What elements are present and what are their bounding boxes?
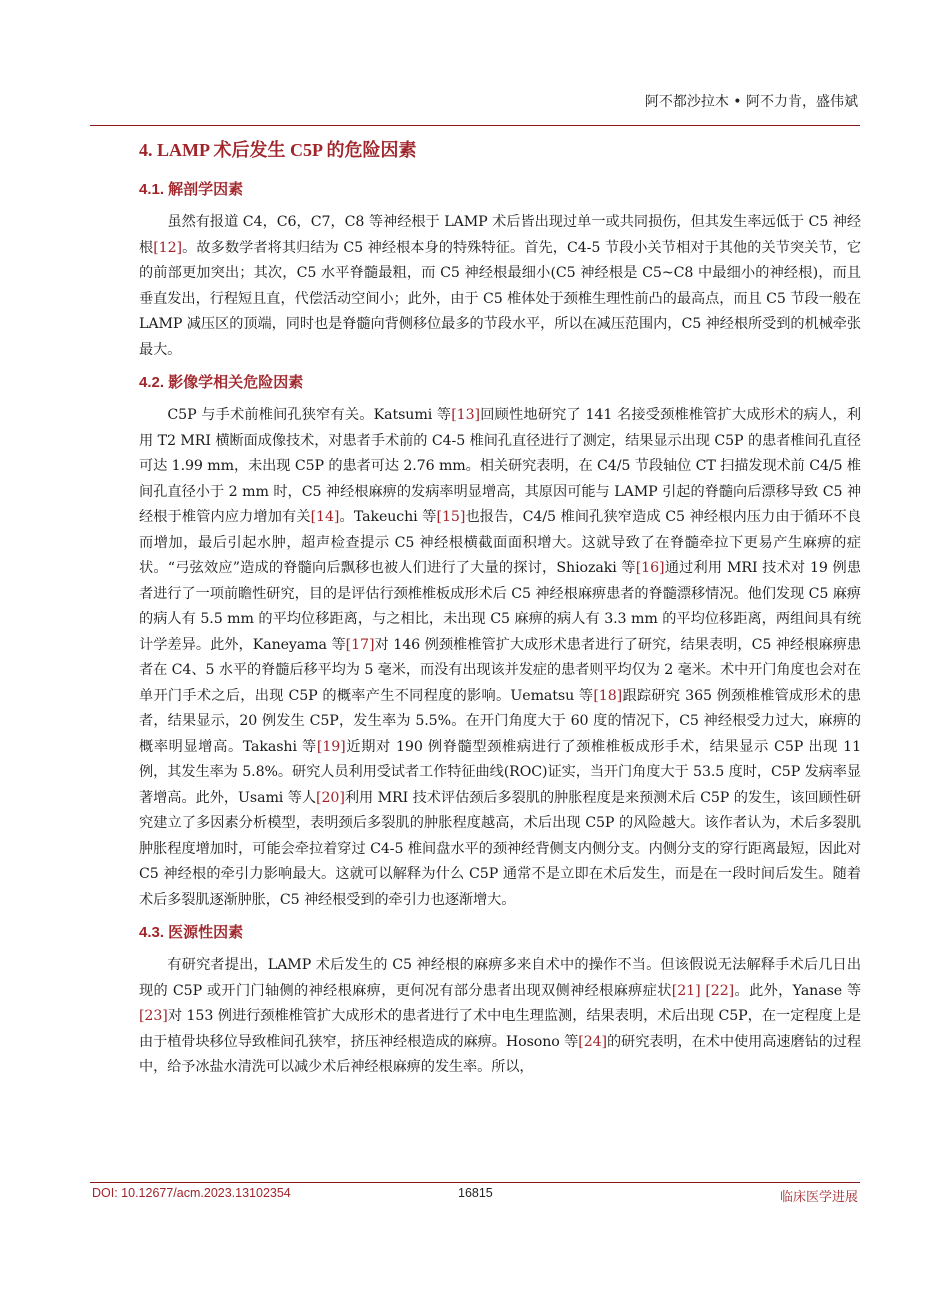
text-run: 对 146 例颈椎椎管扩大成形术患者进行了研究，结果表明，C5 神经根麻痹患者在 C4、5 水平的脊髓后移平均为 5 毫米，而没有出现该并发症的患者则平均仅为 2 毫米。术中开门角度也会对在单开门手术之后，出现 C5P 的概率产生不同程度的影响。Uematsu 等 bbox=[139, 636, 861, 704]
citation-link[interactable]: [14] bbox=[310, 509, 340, 525]
section-title: 4. LAMP 术后发生 C5P 的危险因素 bbox=[139, 140, 417, 160]
citation-link[interactable]: [18] bbox=[593, 687, 623, 704]
text-run: 。此外，Yanase 等 bbox=[734, 982, 861, 999]
citation-link[interactable]: [22] bbox=[705, 982, 735, 999]
footer-divider bbox=[90, 1182, 860, 1183]
citation-link[interactable]: [15] bbox=[436, 509, 466, 525]
text-run: 利用 MRI 技术评估颈后多裂肌的肿胀程度是来预测术后 C5P 的发生，该回顾性研究建立了多因素分析模型，表明颈后多裂肌的肿胀程度越高，术后出现 C5P 的风险越大。该作者认为，术后多裂肌肿胀程度增加时，可能会牵拉着穿过 C4-5 椎间盘水平的颈神经背侧支内侧分支。内侧分支的穿行距离最短，因此对 C5 神经根的牵引力影响最大。这就可以解释为什么 C5P 通常不是立即在术后发生，而是在一段时间后发生。随着术后多裂肌逐渐肿胀，C5 神经根受到的牵引力也逐渐增大。 bbox=[139, 789, 861, 908]
journal-name: 临床医学进展 bbox=[779, 1190, 858, 1205]
citation-link[interactable]: [17] bbox=[345, 636, 375, 653]
text-run: 的研究表明，在术中使用高速磨钻的过程中，给予冰盐水清洗可以减少术后神经根麻痹的发生率。所以， bbox=[139, 1033, 862, 1075]
header-divider bbox=[90, 125, 860, 126]
citation-link[interactable]: [12] bbox=[153, 239, 182, 256]
text-run: 。故多数学者将其归结为 C5 神经根本身的特殊特征。首先，C4-5 节段小关节相对于其他的关节突关节，它的前部更加突出；其次，C5 水平脊髓最粗，而 C5 神经根最细小(C5 神经根是 C5~C8 中最细小的神经根)，而且垂直发出，行程短且直，代偿活动空间小；此外，由于 C5 椎体处于颈椎生理性前凸的最高点，而且 C5 节段一般在 LAMP 减压区的顶端，同时也是脊髓向背侧移位最多的节段水平，所以在减压范围内，C5 神经根所受到的机械牵张最大。 bbox=[139, 239, 861, 358]
text-run: 有研究者提出，LAMP 术后发生的 C5 神经根的麻痹多来自术中的操作不当。但该假说无法解释手术后几日出现的 C5P 或开门门轴侧的神经根麻痹，更何况有部分患者出现双侧神经根麻痹症状 bbox=[139, 957, 861, 999]
citation-link[interactable]: [19] bbox=[316, 738, 346, 755]
citation-link[interactable]: [21] bbox=[671, 982, 701, 999]
text-run: C5P 与手术前椎间孔狭窄有关。Katsumi 等 bbox=[167, 407, 452, 423]
text-run: 对 153 例进行颈椎椎管扩大成形术的患者进行了术中电生理监测，结果表明，术后出现 C5P，在一定程度上是由于植骨块移位导致椎间孔狭窄，挤压神经根造成的麻痹。Hosono 等 bbox=[139, 1008, 861, 1050]
footer-doi[interactable]: DOI: 10.12677/acm.2023.13102354 bbox=[92, 1186, 291, 1200]
header-authors: 阿不都沙拉木 • 阿不力肯，盛伟斌 bbox=[644, 94, 858, 110]
text-run: 虽然有报道 C4，C6，C7，C8 等神经根于 LAMP 术后皆出现过单一或共同损伤，但其发生率远低于 C5 神经根 bbox=[139, 214, 861, 256]
citation-link[interactable]: [24] bbox=[578, 1033, 607, 1050]
paragraph-imaging bbox=[139, 403, 861, 913]
article-body bbox=[139, 136, 861, 1089]
paragraph-iatrogenic bbox=[139, 953, 861, 1081]
paragraph-anatomy bbox=[139, 210, 861, 363]
text-run: 近期对 190 例脊髓型颈椎病进行了颈椎椎板成形手术，结果显示 C5P 出现 11 例，其发生率为 5.8%。研究人员利用受试者工作特征曲线(ROC)证实，当开门角度大于 53.5 度时，C5P 发病率显著增高。此外，Usami 等人 bbox=[139, 738, 861, 806]
text-run: 也报告，C4/5 椎间孔狭窄造成 C5 神经根内压力由于循环不良而增加，最后引起水肿，超声检查提示 C5 神经根横截面面积增大。这就导致了在脊髓牵拉下更易产生麻痹的症状。“弓弦效应”造成的脊髓向后飘移也被人们进行了大量的探讨，Shiozaki 等 bbox=[139, 509, 861, 576]
page-number: 16815 bbox=[458, 1186, 493, 1200]
citation-link[interactable]: [23] bbox=[139, 1008, 168, 1024]
text-run: 回顾性地研究了 141 名接受颈椎椎管扩大成形术的病人，利用 T2 MRI 横断面成像技术，对患者手术前的 C4-5 椎间孔直径进行了测定，结果显示出现 C5P 的患者椎间孔直径可达 1.99 mm，未出现 C5P 的患者可达 2.76 mm。相关研究表明，在 C4/5 节段轴位 CT 扫描发现术前 C4/5 椎间孔直径小于 2 mm 时，C5 神经根麻痹的发病率明显增高，其原因可能与 LAMP 引起的脊髓向后漂移导致 C5 神经根于椎管内应力增加有关 bbox=[139, 407, 862, 525]
text-run: 通过利用 MRI 技术对 19 例患者进行了一项前瞻性研究，目的是评估行颈椎椎板成形术后 C5 神经根麻痹患者的脊髓漂移情况。他们发现 C5 麻痹的病人有 5.5 mm 的平均位移距离，与之相比，未出现 C5 麻痹的病人有 3.3 mm 的平均位移距离，两组间具有统计学差异。此外，Kaneyama 等 bbox=[139, 560, 862, 653]
citation-link[interactable]: [13] bbox=[451, 407, 480, 423]
subsection-title-iatrogenic: 4.3. 医源性因素 bbox=[139, 924, 244, 941]
subsection-title-imaging: 4.2. 影像学相关危险因素 bbox=[139, 374, 304, 391]
text-run: 跟踪研究 365 例颈椎椎管成形术的患者，结果显示，20 例发生 C5P，发生率为 5.5%。在开门角度大于 60 度的情况下，C5 神经根受力过大，麻痹的概率明显增高。Takashi 等 bbox=[139, 687, 861, 755]
text-run: 。Takeuchi 等 bbox=[339, 509, 437, 525]
citation-link[interactable]: [16] bbox=[635, 560, 665, 576]
citation-link[interactable]: [20] bbox=[316, 789, 345, 806]
subsection-title-anatomy: 4.1. 解剖学因素 bbox=[139, 181, 244, 198]
